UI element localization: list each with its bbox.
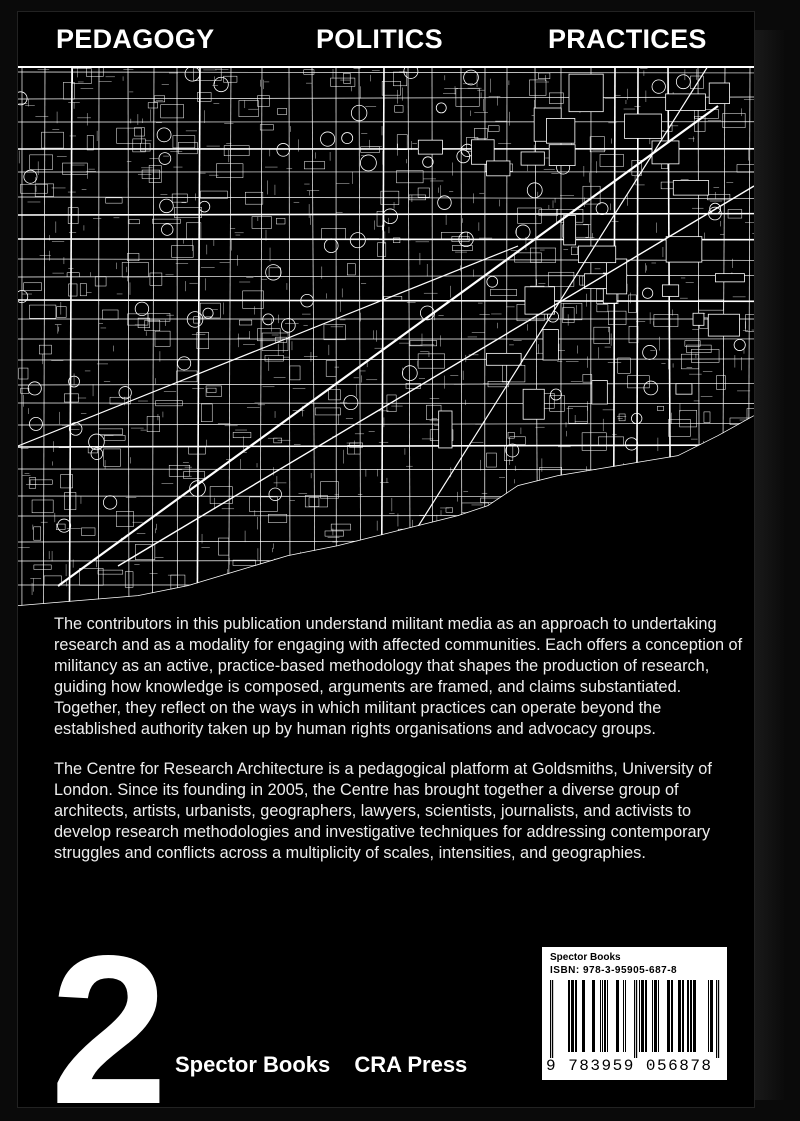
publisher-spector-books: Spector Books	[175, 1052, 331, 1077]
barcode-icon	[548, 980, 722, 1058]
barcode-publisher: Spector Books	[550, 952, 621, 963]
barcode-digits: 9 783959 056878	[546, 1057, 713, 1075]
barcode-isbn: ISBN: 978-3-95905-687-8	[550, 965, 678, 976]
cover-description	[54, 614, 744, 883]
header-word-practices: PRACTICES	[548, 24, 707, 54]
description-paragraph-1: The contributors in this publication understand militant media as an approach to undertaking research and as a modality for engaging with affected communities. Each offers a conception of militancy as an active, practice-based methodology that shapes the production of research, guiding how knowledge is composed, arguments are framed, and claims substantiated. Together, they reflect on the ways in which militant practices can operate beyond the established authority taken up by human rights organisations and advocacy groups.	[54, 615, 743, 738]
cover-header	[18, 12, 754, 68]
book-back-cover	[18, 12, 754, 1107]
header-word-politics: POLITICS	[316, 24, 443, 54]
publisher-names	[175, 1052, 485, 1078]
header-word-pedagogy: PEDAGOGY	[56, 24, 215, 54]
publisher-cra-press: CRA Press	[354, 1052, 468, 1077]
book-spine-edge	[754, 30, 784, 1100]
city-street-map-illustration	[18, 66, 754, 606]
description-paragraph-2: The Centre for Research Architecture is a pedagogical platform at Goldsmiths, University of London. Since its founding in 2005, the Centre has brought together a diverse group of architects, artists, urbanists, geographers, lawyers, scientists, journalists, and activists to develop research methodologies and investigative techniques for addressing contemporary struggles and conflicts across a multiplicity of scales, intensities, and geographies.	[54, 760, 712, 862]
isbn-barcode-box	[542, 947, 727, 1080]
volume-number: 2	[50, 911, 168, 1107]
